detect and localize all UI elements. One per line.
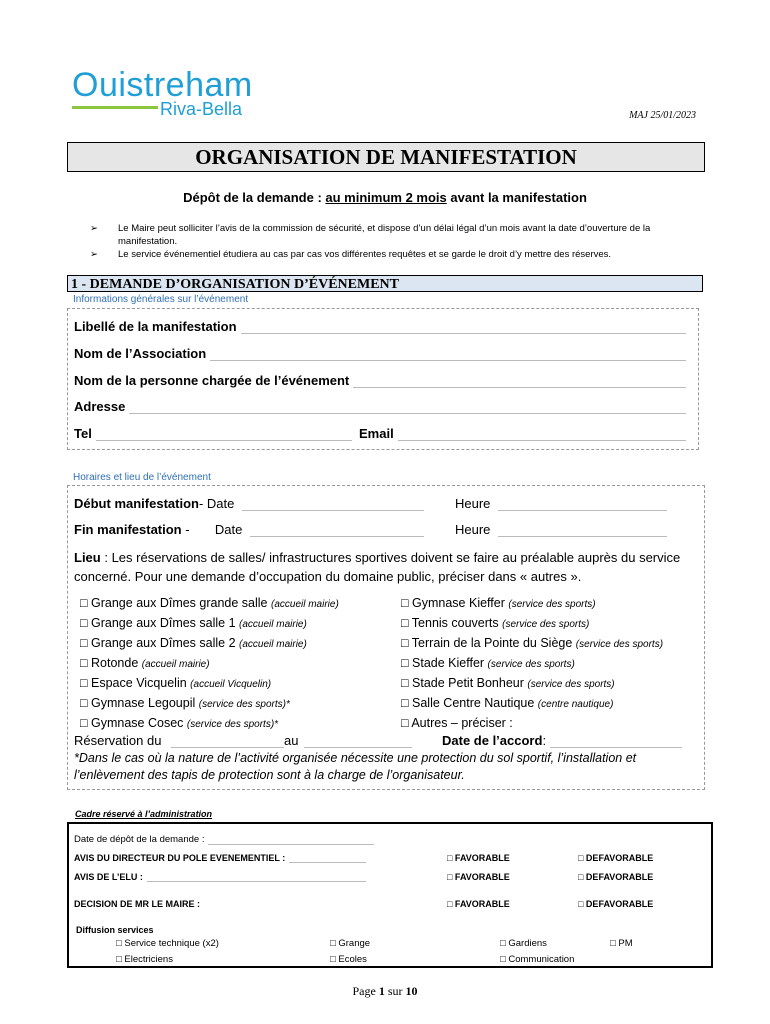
reservation-label: Réservation du <box>74 733 162 748</box>
debut-row <box>74 496 424 511</box>
reservation-row <box>74 733 284 748</box>
fin-heure-label: Heure <box>455 522 491 537</box>
lieu-label: Lieu <box>74 550 101 565</box>
lieu-paragraph <box>74 548 694 586</box>
libelle-label: Libellé de la manifestation <box>74 319 237 334</box>
bullet-item <box>90 248 700 261</box>
accord-row <box>442 733 682 748</box>
association-input[interactable] <box>210 349 686 361</box>
service-checkbox[interactable]: □ Communication <box>500 954 575 965</box>
favorable-checkbox[interactable]: □ FAVORABLE <box>447 853 510 863</box>
favorable-checkbox[interactable]: □ FAVORABLE <box>447 872 510 882</box>
choice-item[interactable]: □ Gymnase Kieffer (service des sports) <box>401 596 596 610</box>
bullet-list <box>90 222 700 261</box>
lieu-text: : Les réservations de salles/ infrastructures sportives doivent se faire au préalable auprès du service concerné. Pour une demande d’occupation du domaine public, préciser dans « autres ». <box>74 550 681 584</box>
logo-ouistreham: Ouistreham <box>72 66 253 104</box>
fin-heure-row <box>455 522 667 537</box>
choice-item[interactable]: □ Grange aux Dîmes salle 1 (accueil mairie) <box>80 616 307 630</box>
choice-item[interactable]: □ Gymnase Cosec (service des sports)* <box>80 716 279 730</box>
logo-green-bar <box>72 106 158 109</box>
favorable-checkbox[interactable]: □ FAVORABLE <box>447 899 510 909</box>
tel-row <box>74 426 352 441</box>
depot-underlined: au minimum 2 mois <box>325 190 447 205</box>
depot-line <box>0 190 770 205</box>
service-checkbox[interactable]: □ Ecoles <box>330 954 367 965</box>
adresse-input[interactable] <box>129 402 686 414</box>
admin-depot-label: Date de dépôt de la demande : <box>74 834 205 845</box>
debut-label: Début manifestation <box>74 496 199 511</box>
right-choices <box>401 594 703 734</box>
debut-date-input[interactable] <box>242 499 424 511</box>
debut-heure-row <box>455 496 667 511</box>
tel-label: Tel <box>74 426 92 441</box>
admin-label: Cadre réservé à l’administration <box>75 809 213 819</box>
debut-heure-label: Heure <box>455 496 491 511</box>
adresse-row <box>74 399 686 414</box>
debut-date-label: - Date <box>198 496 235 511</box>
diffusion-label: Diffusion services <box>76 925 154 935</box>
choice-item[interactable]: □ Grange aux Dîmes salle 2 (accueil mairie) <box>80 636 307 650</box>
tapis-note: *Dans le cas où la nature de l’activité organisée nécessite une protection du sol sportif, l’installation et l’enlèvement des tapis de protection sont à la charge de l’organisateur. <box>74 751 637 782</box>
fin-heure-input[interactable] <box>498 525 667 537</box>
reservation-from-input[interactable] <box>171 736 284 748</box>
tel-input[interactable] <box>96 429 352 441</box>
left-choices <box>80 594 400 734</box>
fin-label: Fin manifestation <box>74 522 182 537</box>
accord-input[interactable] <box>550 736 682 748</box>
defavorable-checkbox[interactable]: □ DEFAVORABLE <box>578 853 654 863</box>
horaires-title: Horaires et lieu de l’événement <box>73 472 211 483</box>
depot-prefix: Dépôt de la demande : <box>183 190 326 205</box>
arrow-bullet-icon: ➢ <box>90 249 98 260</box>
choice-item[interactable]: □ Tennis couverts (service des sports) <box>401 616 590 630</box>
avis-directeur-input[interactable] <box>289 853 366 863</box>
choice-item[interactable]: □ Gymnase Legoupil (service des sports)* <box>80 696 290 710</box>
personne-input[interactable] <box>353 376 686 388</box>
email-row <box>359 426 686 441</box>
choice-item[interactable]: □ Rotonde (accueil mairie) <box>80 656 210 670</box>
defavorable-checkbox[interactable]: □ DEFAVORABLE <box>578 899 654 909</box>
bullet-text: Le service événementiel étudiera au cas par cas vos différentes requêtes et se garde le droit d’y mettre des réserves. <box>118 249 612 260</box>
choice-item[interactable]: □ Grange aux Dîmes grande salle (accueil mairie) <box>80 596 339 610</box>
service-checkbox[interactable]: □ Electriciens <box>116 954 173 965</box>
debut-heure-input[interactable] <box>498 499 667 511</box>
personne-label: Nom de la personne chargée de l’événement <box>74 373 350 388</box>
choice-item[interactable]: □ Autres – préciser : <box>401 716 513 730</box>
arrow-bullet-icon: ➢ <box>90 223 98 234</box>
choice-item[interactable]: □ Salle Centre Nautique (centre nautique) <box>401 696 614 710</box>
fin-row <box>74 522 424 537</box>
service-checkbox[interactable]: □ Service technique (x2) <box>116 938 219 949</box>
info-generales-title: Informations générales sur l’événement <box>73 294 249 305</box>
service-checkbox[interactable]: □ Gardiens <box>500 938 547 949</box>
fin-date-input[interactable] <box>250 525 424 537</box>
personne-row <box>74 373 686 388</box>
service-checkbox[interactable]: □ PM <box>610 938 633 949</box>
association-label: Nom de l’Association <box>74 346 207 361</box>
fin-date-label: - Date <box>181 522 243 537</box>
document-title: ORGANISATION DE MANIFESTATION <box>67 142 705 172</box>
email-input[interactable] <box>398 429 686 441</box>
section-1-header: 1 - DEMANDE D’ORGANISATION D’ÉVÉNEMENT <box>67 275 703 292</box>
avis-elu-row <box>74 872 366 882</box>
libelle-input[interactable] <box>241 322 686 334</box>
depot-suffix: avant la manifestation <box>446 190 587 205</box>
page-number: Page 1 sur 10 <box>352 984 418 998</box>
au-label: au <box>284 733 299 748</box>
choice-item[interactable]: □ Terrain de la Pointe du Siège (service des sports) <box>401 636 664 650</box>
libelle-row <box>74 319 686 334</box>
choice-item[interactable]: □ Espace Vicquelin (accueil Vicquelin) <box>80 676 272 690</box>
bullet-text: Le Maire peut solliciter l’avis de la commission de sécurité, et dispose d’un délai légal d’un mois avant la date d’ouverture de la manifestation. <box>118 223 651 247</box>
accord-label: Date de l’accord <box>442 733 543 748</box>
choice-item[interactable]: □ Stade Kieffer (service des sports) <box>401 656 575 670</box>
avis-directeur-label: AVIS DU DIRECTEUR DU POLE EVENEMENTIEL : <box>74 853 286 863</box>
reservation-to-row <box>284 733 412 748</box>
email-label: Email <box>359 426 394 441</box>
choice-item[interactable]: □ Stade Petit Bonheur (service des sports) <box>401 676 615 690</box>
admin-depot-row <box>74 834 374 845</box>
logo-riva-bella: Riva-Bella <box>160 99 243 119</box>
adresse-label: Adresse <box>74 399 126 414</box>
decision-label: DECISION DE MR LE MAIRE : <box>74 899 201 909</box>
avis-elu-label: AVIS DE L’ELU : <box>74 872 143 882</box>
avis-directeur-row <box>74 853 366 863</box>
defavorable-checkbox[interactable]: □ DEFAVORABLE <box>578 872 654 882</box>
reservation-to-input[interactable] <box>304 736 412 748</box>
avis-elu-input[interactable] <box>147 872 366 882</box>
accord-colon: : <box>542 733 547 748</box>
admin-depot-input[interactable] <box>208 835 374 845</box>
update-date: MAJ 25/01/2023 <box>629 110 696 121</box>
service-checkbox[interactable]: □ Grange <box>330 938 371 949</box>
association-row <box>74 346 686 361</box>
bullet-item <box>90 222 700 248</box>
